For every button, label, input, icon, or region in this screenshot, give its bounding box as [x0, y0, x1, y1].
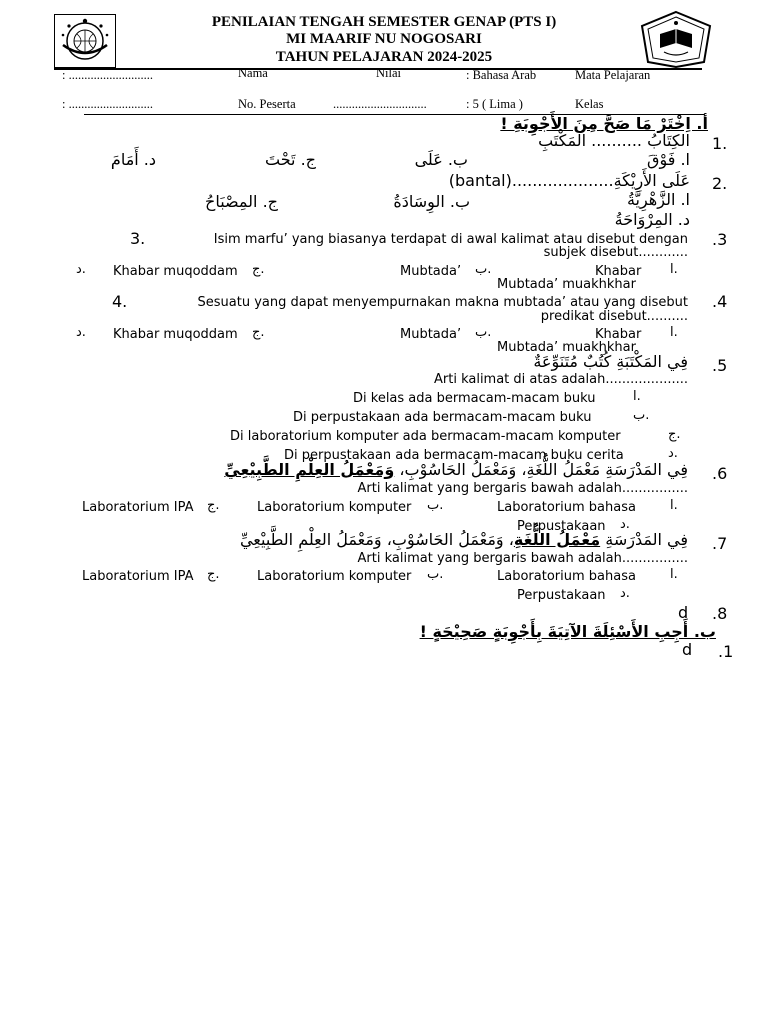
q3-question-line1: Isim marfu’ yang biasanya terdapat di awal kalimat atau disebut dengan [213, 232, 688, 247]
q4-number: .4 [712, 292, 728, 311]
q5-option-c[interactable]: Di laboratorium komputer ada bermacam-macam komputer [230, 429, 621, 444]
q5-question: فِي المَكْتَبَةِ كُتُبٌ مُتَنَوِّعَةٌ [533, 352, 688, 371]
kelas-label: Kelas [575, 97, 604, 111]
q8-number: .8 [712, 604, 728, 623]
nama-field[interactable]: : ........................... [62, 68, 153, 82]
q2-number: 2. [712, 174, 728, 193]
q7-instruction: Arti kalimat yang bergaris bawah adalah................ [357, 551, 688, 566]
mapel-label: Mata Pelajaran [575, 68, 651, 82]
q2-option-c[interactable]: ج. المِصْبَاحُ [205, 192, 278, 211]
q6-letter-d: د. [620, 517, 630, 532]
b1-text: d [682, 640, 693, 659]
q1-option-a[interactable]: ا. فَوْقَ [647, 150, 690, 169]
section-a-heading: أ. اِخْتَرْ مَا صَحَّ مِنَ الأَجْوِبَةِ ! [500, 114, 708, 133]
q4-question-line2: predikat disebut.......... [540, 309, 688, 324]
q1-option-c[interactable]: ج. تَحْتَ [265, 150, 316, 169]
q2-option-a[interactable]: ا. الزَّهْرِيَّةُ [626, 190, 690, 209]
q5-letter-c: ج. [668, 427, 681, 442]
q6-option-a[interactable]: Laboratorium bahasa [497, 500, 636, 515]
mapel-value: : Bahasa Arab [466, 68, 537, 82]
q5-instruction: Arti kalimat di atas adalah.................... [433, 372, 688, 387]
q1-option-d[interactable]: د. أَمَامَ [110, 150, 156, 169]
title-line-2: MI MAARIF NU NOGOSARI [286, 31, 482, 47]
q7-option-d[interactable]: Perpustakaan [517, 588, 606, 603]
q7-letter-c: ج. [207, 567, 220, 582]
q8-text: d [678, 603, 689, 622]
q4-option-a-cont[interactable]: Mubtada’ muakhkhar [497, 340, 636, 355]
q4-option-b[interactable]: Mubtada’ [400, 327, 462, 342]
q5-option-a[interactable]: Di kelas ada bermacam-macam buku [353, 391, 596, 406]
q3-question-line2: subjek disebut............ [543, 245, 688, 260]
nilai-field[interactable]: .............................. [333, 97, 427, 111]
q2-question: عَلَى الأَرِيْكَةِ....................(bantal) [448, 171, 690, 190]
q7-letter-b: ب. [427, 567, 444, 582]
q7-question [240, 530, 688, 549]
q5-option-b[interactable]: Di perpustakaan ada bermacam-macam buku [293, 410, 592, 425]
q5-letter-d: د. [668, 446, 678, 461]
q3-letter-a: ا. [670, 262, 678, 277]
q1-question: الكِتَابُ .......... المَكْتَبِ [538, 131, 690, 150]
q5-number: .5 [712, 356, 728, 375]
q6-option-d[interactable]: Perpustakaan [517, 519, 606, 534]
nama-label: Nama [238, 66, 268, 80]
q3-letter-c: ج. [252, 262, 265, 277]
q7-option-c[interactable]: Laboratorium IPA [82, 569, 194, 584]
q3-option-c[interactable]: Khabar muqoddam [113, 264, 238, 279]
q4-letter-d[interactable]: د. [76, 325, 86, 340]
q6-option-b[interactable]: Laboratorium komputer [257, 500, 412, 515]
q6-question-plain: فِي المَدْرَسَةِ مَعْمَلُ اللُّغَةِ، وَمَعْمَلُ الحَاسُوْبِ، [394, 460, 688, 479]
b1-number: .1 [718, 642, 734, 661]
peserta-field[interactable]: : ........................... [62, 97, 153, 111]
title-line-3: TAHUN PELAJARAN 2024-2025 [275, 49, 493, 65]
q7-question-pre: فِي المَدْرَسَةِ [600, 530, 688, 549]
q7-option-b[interactable]: Laboratorium komputer [257, 569, 412, 584]
q7-option-a[interactable]: Laboratorium bahasa [497, 569, 636, 584]
q7-letter-d: د. [620, 586, 630, 601]
q5-option-d[interactable]: Di perpustakaan ada bermacam-macam buku cerita [284, 448, 624, 463]
q3-option-b[interactable]: Mubtada’ [400, 264, 462, 279]
q1-option-b[interactable]: ب. عَلَى [414, 150, 468, 169]
q2-option-d[interactable]: د. المِرْوَاحَةُ [614, 210, 690, 229]
q4-letter-a: ا. [670, 325, 678, 340]
q4-letter-b: ب. [475, 325, 492, 340]
q6-letter-b: ب. [427, 498, 444, 513]
section-b-heading: ب. أَجِبِ الأَسْئِلَةَ الآتِيَةَ بِأَجْوِبَةٍ صَحِيْحَةٍ ! [419, 622, 716, 641]
q6-question-underlined: وَمَعْمَلُ العِلْمِ الطَّبِيْعِيِّ [224, 460, 395, 479]
q4-option-a[interactable]: Khabar [595, 327, 642, 342]
q1-number: 1. [712, 134, 728, 153]
q6-instruction: Arti kalimat yang bergaris bawah adalah................ [357, 481, 688, 496]
q3-option-a-cont[interactable]: Mubtada’ muakhkhar [497, 277, 636, 292]
q6-option-c[interactable]: Laboratorium IPA [82, 500, 194, 515]
q6-question [224, 460, 688, 479]
q3-option-a[interactable]: Khabar [595, 264, 642, 279]
q5-letter-a: ا. [633, 389, 641, 404]
kelas-value: : 5 ( Lima ) [466, 97, 523, 111]
q4-letter-c: ج. [252, 325, 265, 340]
nilai-label: Nilai [376, 66, 401, 80]
q7-number: .7 [712, 534, 728, 553]
q3-letter-b: ب. [475, 262, 492, 277]
q7-question-underlined: مَعْمَلُ اللُّغَةِ [513, 530, 601, 549]
q4-question-line1: Sesuatu yang dapat menyempurnakan makna mubtada’ atau yang disebut [197, 295, 688, 310]
title-line-1: PENILAIAN TENGAH SEMESTER GENAP (PTS I) [211, 14, 557, 30]
q4-inner-number: 4. [112, 292, 128, 311]
q3-inner-number: 3. [130, 229, 146, 248]
q5-letter-b: ب. [633, 408, 650, 423]
q6-number: .6 [712, 464, 728, 483]
q3-letter-d[interactable]: د. [76, 262, 86, 277]
q7-question-post: ، وَمَعْمَلُ الحَاسُوْبِ، وَمَعْمَلُ العِلْمِ الطَّبِيْعِيِّ [239, 530, 514, 549]
q4-option-c[interactable]: Khabar muqoddam [113, 327, 238, 342]
q2-option-b[interactable]: ب. الوِسَادَةُ [393, 192, 470, 211]
q6-letter-c: ج. [207, 498, 220, 513]
q7-letter-a: ا. [670, 567, 678, 582]
q3-number: .3 [712, 230, 728, 249]
q6-letter-a: ا. [670, 498, 678, 513]
peserta-label: No. Peserta [238, 97, 296, 111]
